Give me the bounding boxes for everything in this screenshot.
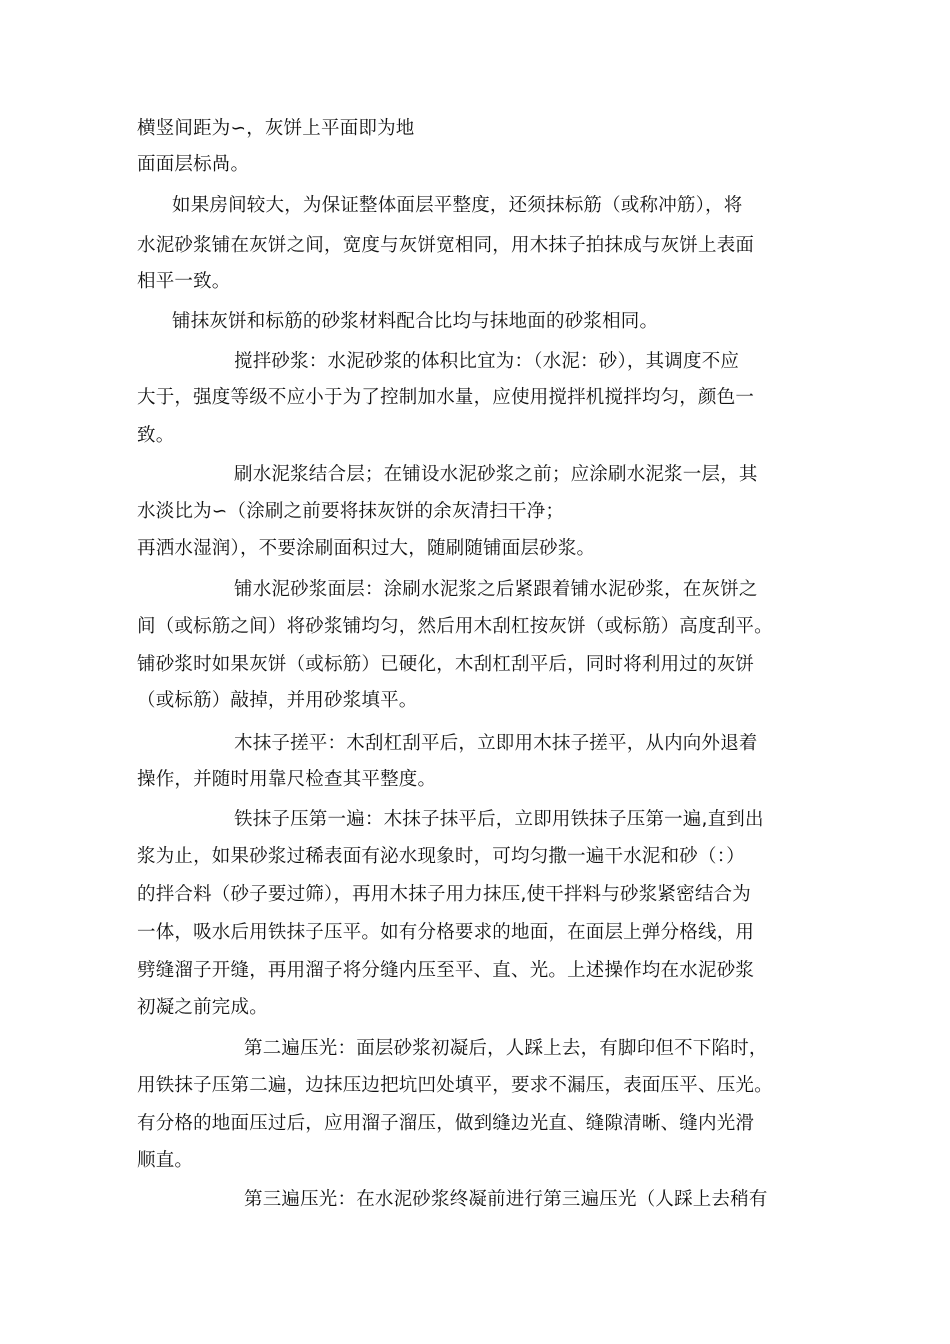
text-line: 木抹子搓平：木刮杠刮平后，立即用木抹子搓平，从内向外退着 xyxy=(234,733,758,754)
text-line: 第三遍压光：在水泥砂浆终凝前进行第三遍压光（人踩上去稍有 xyxy=(244,1189,768,1210)
text-line: 水淡比为∽（涂刷之前要将抹灰饼的余灰清扫干净； xyxy=(137,501,565,522)
text-line: 搅拌砂浆：水泥砂浆的体积比宜为：（水泥：砂），其调度不应 xyxy=(234,351,740,372)
text-line: 面面层标咼。 xyxy=(137,154,250,175)
text-line: 第二遍压光：面层砂浆初凝后，人踩上去，有脚印但不下陷时， xyxy=(244,1038,768,1059)
text-line: （或标筋）敲掉，并用砂浆填平。 xyxy=(137,690,418,711)
text-line: 铁抹子压第一遍：木抹子抹平后，立即用铁抹子压第一遍,直到出 xyxy=(234,809,764,830)
text-line: 劈缝溜子开缝，再用溜子将分缝内压至平、直、光。上述操作均在水泥砂浆 xyxy=(137,960,755,981)
text-line: 铺水泥砂浆面层：涂刷水泥浆之后紧跟着铺水泥砂浆，在灰饼之 xyxy=(234,579,758,600)
text-line: 水泥砂浆铺在灰饼之间，宽度与灰饼宽相同，用木抹子拍抹成与灰饼上表面 xyxy=(137,235,755,256)
text-line: 大于，强度等级不应小于为了控制加水量，应使用搅拌机搅拌均匀，颜色一 xyxy=(137,387,755,408)
text-line: 相平一致。 xyxy=(137,271,231,292)
text-line: 浆为止，如果砂浆过稀表面有泌水现象时，可均匀撒一遍干水泥和砂（：） xyxy=(137,846,745,867)
text-line: 有分格的地面压过后，应用溜子溜压，做到缝边光直、缝隙清晰、缝内光滑 xyxy=(137,1113,755,1134)
text-line: 的拌合料（砂子要过筛），再用木抹子用力抹压,使干拌料与砂浆紧密结合为 xyxy=(137,884,751,905)
text-line: 铺砂浆时如果灰饼（或标筋）已硬化，木刮杠刮平后，同时将利用过的灰饼 xyxy=(137,654,755,675)
text-line: 操作，并随时用靠尺检查其平整度。 xyxy=(137,769,437,790)
text-line: 间（或标筋之间）将砂浆铺均匀，然后用木刮杠按灰饼（或标筋）高度刮平。 xyxy=(137,616,773,637)
text-line: 初凝之前完成。 xyxy=(137,997,268,1018)
text-line: 一体，吸水后用铁抹子压平。如有分格要求的地面，在面层上弹分格线，用 xyxy=(137,922,755,943)
text-line: 再洒水湿润），不要涂刷面积过大，随刷随铺面层砂浆。 xyxy=(137,538,596,559)
text-line: 顺直。 xyxy=(137,1150,194,1171)
text-line: 用铁抹子压第二遍，边抹压边把坑凹处填平，要求不漏压，表面压平、压光。 xyxy=(137,1075,773,1096)
text-line: 刷水泥浆结合层；在铺设水泥砂浆之前；应涂刷水泥浆一层，其 xyxy=(234,464,758,485)
text-line: 铺抹灰饼和标筋的砂浆材料配合比均与抹地面的砂浆相同。 xyxy=(172,311,659,332)
text-line: 致。 xyxy=(137,425,175,446)
text-line: 如果房间较大，为保证整体面层平整度，还须抹标筋（或称冲筋），将 xyxy=(172,195,743,216)
text-line: 横竖间距为∽，灰饼上平面即为地 xyxy=(137,118,415,139)
